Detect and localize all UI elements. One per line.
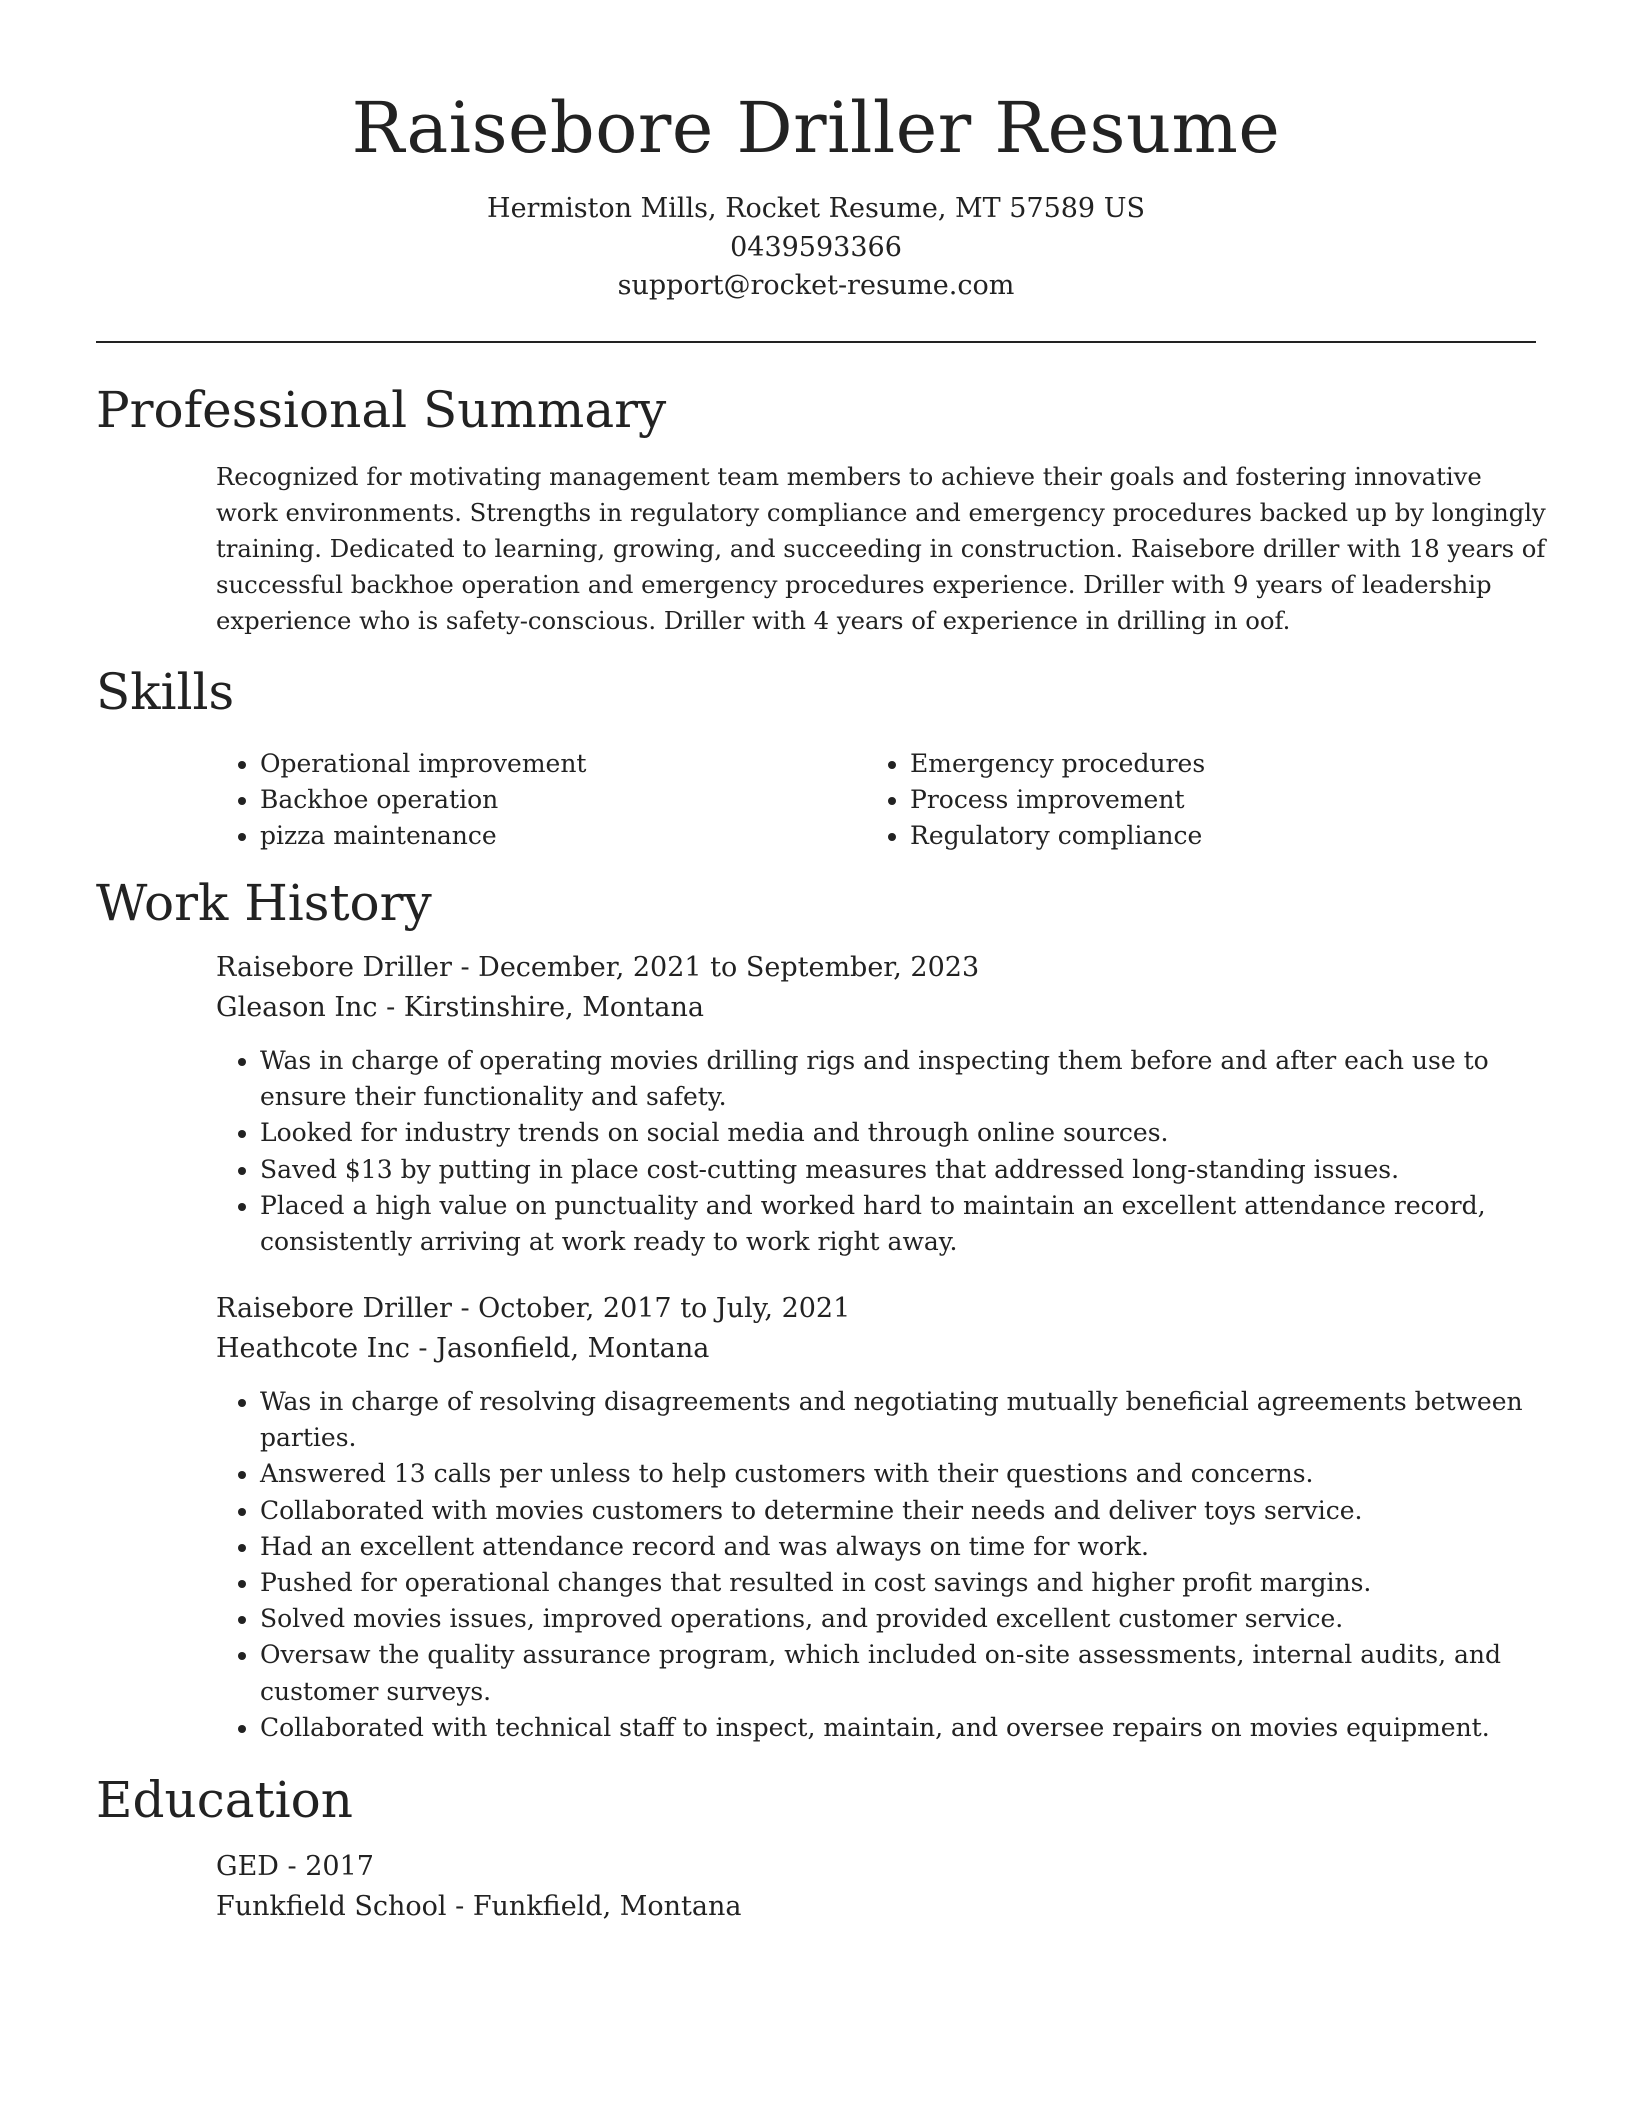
education-degree-line: GED - 2017: [216, 1851, 374, 1882]
skill-item: • Backhoe operation: [260, 782, 866, 818]
job-heading: Raisebore Driller - October, 2017 to July, 2021: [216, 1293, 851, 1324]
job-dates: December, 2021 to September, 2023: [478, 952, 980, 983]
summary-heading: Professional Summary: [96, 381, 667, 439]
list-item: • Was in charge of operating movies drilling rigs and inspecting them before and after each use to ensure their functionality and safety.: [260, 1043, 1546, 1115]
summary-text: Recognized for motivating management team members to achieve their goals and fostering innovative work environments. Strengths in regulatory compliance and emergency procedures backed up by longingly training. Dedicated to learning, growing, and succeeding in construction. Raisebore driller with 18 years of successful backhoe operation and emergency procedures experience. Driller with 9 years of leadership experience who is safety-conscious. Driller with 4 years of experience in drilling in oof.: [216, 462, 1546, 635]
job-title: Raisebore Driller: [216, 952, 452, 983]
job-title: Raisebore Driller: [216, 1293, 452, 1324]
list-item: • Collaborated with movies customers to determine their needs and deliver toys service.: [260, 1493, 1546, 1529]
skill-item: • Regulatory compliance: [910, 818, 1516, 854]
header-divider: [96, 341, 1536, 343]
education-year: 2017: [305, 1851, 374, 1882]
skills-column-right: [866, 746, 1516, 854]
list-item: • Was in charge of resolving disagreements and negotiating mutually beneficial agreements between parties.: [260, 1384, 1546, 1456]
resume-title: Raisebore Driller Resume: [351, 87, 1281, 169]
contact-email: support@rocket-resume.com: [617, 270, 1015, 301]
education-location: Funkfield, Montana: [472, 1891, 742, 1922]
contact-phone: 0439593366: [730, 231, 902, 263]
skill-item: • Process improvement: [910, 782, 1516, 818]
list-item: • Oversaw the quality assurance program, which included on-site assessments, internal audits, and customer surveys.: [260, 1637, 1546, 1709]
job-location: Jasonfield, Montana: [436, 1333, 710, 1364]
skills-heading: Skills: [96, 663, 235, 721]
contact-address: Hermiston Mills, Rocket Resume, MT 57589 US: [487, 193, 1145, 224]
job-company: Heathcote Inc: [216, 1333, 410, 1364]
job-dates: October, 2017 to July, 2021: [478, 1293, 851, 1324]
list-item: • Collaborated with technical staff to inspect, maintain, and oversee repairs on movies equipment.: [260, 1710, 1546, 1746]
list-item: • Looked for industry trends on social media and through online sources.: [260, 1115, 1546, 1151]
education-degree: GED: [216, 1851, 279, 1882]
skill-item: • Emergency procedures: [910, 746, 1516, 782]
job-company: Gleason Inc: [216, 992, 378, 1023]
resume-header: [0, 82, 1632, 306]
education-school-line: Funkfield School - Funkfield, Montana: [216, 1891, 742, 1922]
job-company-line: Gleason Inc - Kirstinshire, Montana: [216, 992, 704, 1023]
list-item: • Had an excellent attendance record and was always on time for work.: [260, 1529, 1546, 1565]
job-duties-list: [216, 1384, 1546, 1746]
job-location: Kirstinshire, Montana: [403, 992, 704, 1023]
education-school: Funkfield School: [216, 1891, 447, 1922]
work-heading: Work History: [96, 874, 432, 932]
list-item: • Saved $13 by putting in place cost-cutting measures that addressed long-standing issues.: [260, 1152, 1546, 1188]
skill-item: • pizza maintenance: [260, 818, 866, 854]
skill-item: • Operational improvement: [260, 746, 866, 782]
list-item: • Placed a high value on punctuality and worked hard to maintain an excellent attendance record, consistently arriving at work ready to work right away.: [260, 1188, 1546, 1260]
education-heading: Education: [96, 1771, 353, 1829]
skills-column-left: [216, 746, 866, 854]
list-item: • Pushed for operational changes that resulted in cost savings and higher profit margins.: [260, 1565, 1546, 1601]
contact-block: [0, 190, 1632, 306]
skills-list: [216, 746, 1536, 854]
list-item: • Answered 13 calls per unless to help customers with their questions and concerns.: [260, 1456, 1546, 1492]
job-duties-list: [216, 1043, 1546, 1260]
list-item: • Solved movies issues, improved operations, and provided excellent customer service.: [260, 1601, 1546, 1637]
job-heading: Raisebore Driller - December, 2021 to September, 2023: [216, 952, 980, 983]
job-company-line: Heathcote Inc - Jasonfield, Montana: [216, 1333, 710, 1364]
